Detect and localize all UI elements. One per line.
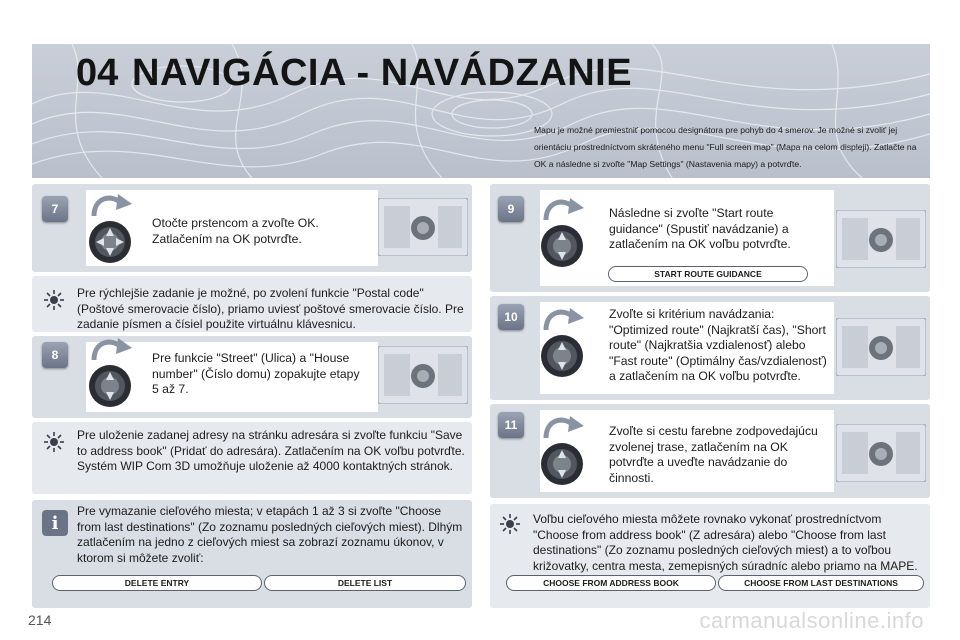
step-9-badge: 9 bbox=[498, 196, 524, 222]
radio-unit-icon bbox=[378, 198, 468, 256]
step-11-badge: 11 bbox=[498, 412, 524, 438]
tip-sun-icon bbox=[44, 290, 64, 310]
radio-unit-icon bbox=[836, 318, 926, 376]
page-number: 214 bbox=[28, 612, 52, 628]
delete-list-button[interactable]: DELETE LIST bbox=[264, 575, 466, 591]
delete-entry-button[interactable]: DELETE ENTRY bbox=[52, 575, 262, 591]
tip-sun-icon bbox=[500, 514, 520, 534]
header-note: Mapu je možné premiestniť pomocou designátora pre pohyb do 4 smerov. Je možné si zvoliť jej orientáciu prostredníctvom skráteného menu "Full screen map" (Mapa na celom displeji). Zatlačte na OK a následne si zvoľte "Map Settings" (Nastavenia mapy) a potvrďte. bbox=[534, 125, 917, 169]
start-route-guidance-button[interactable]: START ROUTE GUIDANCE bbox=[608, 266, 808, 282]
radio-unit-icon bbox=[378, 346, 468, 404]
rotary-knob-icon bbox=[536, 194, 592, 274]
radio-unit-icon bbox=[836, 210, 926, 268]
rotary-knob-icon bbox=[84, 334, 140, 414]
choose-from-last-destinations-button[interactable]: CHOOSE FROM LAST DESTINATIONS bbox=[718, 575, 924, 591]
postal-code-note: Pre rýchlejšie zadanie je možné, po zvolení funkcie "Postal code" (Poštové smerovacie číslo), priamo uviesť poštové smerovacie číslo. Pre zadanie písmen a čísiel použite virtuálnu klávesnicu. bbox=[77, 286, 464, 332]
tip-sun-icon bbox=[44, 432, 64, 452]
step-10-badge: 10 bbox=[498, 304, 524, 330]
step-8-text: Pre funkcie "Street" (Ulica) a "House number" (Číslo domu) zopakujte etapy 5 až 7. bbox=[152, 351, 360, 396]
step-8-badge: 8 bbox=[42, 342, 68, 368]
rotary-knob-icon bbox=[536, 412, 592, 492]
destination-note: Voľbu cieľového miesta môžete rovnako vykonať prostredníctvom "Choose from address book" (Z adresára) alebo "Choose from last destinations" (Zo zoznamu posledných cieľových miest) a to voľbou križovatky, centra mesta, zemepisných súradníc alebo priamo na MAPE. bbox=[533, 512, 918, 573]
radio-unit-icon bbox=[836, 424, 926, 482]
choose-from-address-book-button[interactable]: CHOOSE FROM ADDRESS BOOK bbox=[506, 575, 716, 591]
step-10-text: Zvoľte si kritérium navádzania: "Optimized route" (Najkratší čas), "Short route" (Najkratšia vzdialenosť) alebo "Fast route" (Optimálny čas/vzdialenosť) a zatlačením na OK voľbu potvrďte. bbox=[609, 307, 827, 383]
info-icon: i bbox=[42, 510, 68, 536]
rotary-knob-icon bbox=[84, 190, 140, 270]
step-7-badge: 7 bbox=[42, 196, 68, 222]
chapter-number: 04 bbox=[76, 52, 119, 94]
step-9-text: Následne si zvoľte "Start route guidance" (Spustiť navádzanie) a zatlačením na OK voľbu potvrďte. bbox=[609, 206, 791, 251]
step-7-text: Otočte prstencom a zvoľte OK. Zatlačením na OK potvrďte. bbox=[152, 216, 319, 246]
page-title: NAVIGÁCIA - NAVÁDZANIE bbox=[132, 52, 633, 94]
rotary-knob-icon bbox=[536, 304, 592, 384]
address-book-note: Pre uloženie zadanej adresy na stránku adresára si zvoľte funkciu "Save to address book" (Pridať do adresára). Zatlačením na OK voľbu potvrďte. Systém WIP Com 3D umožňuje uloženie až 4000 kontaktných stránok. bbox=[77, 428, 465, 474]
delete-note: Pre vymazanie cieľového miesta; v etapách 1 až 3 si zvoľte "Choose from last destinations" (Zo zoznamu posledných cieľových miest). Dlhým zatlačením na jedno z cieľových miest sa zobrazí zoznamu úkonov, v ktorom si môžete zvoliť: bbox=[77, 504, 463, 565]
watermark: carmanualsonline.info bbox=[699, 608, 924, 633]
step-11-text: Zvoľte si cestu farebne zodpovedajúcu zvolenej trase, zatlačením na OK potvrďte a uveďte navádzanie do činnosti. bbox=[609, 424, 818, 485]
